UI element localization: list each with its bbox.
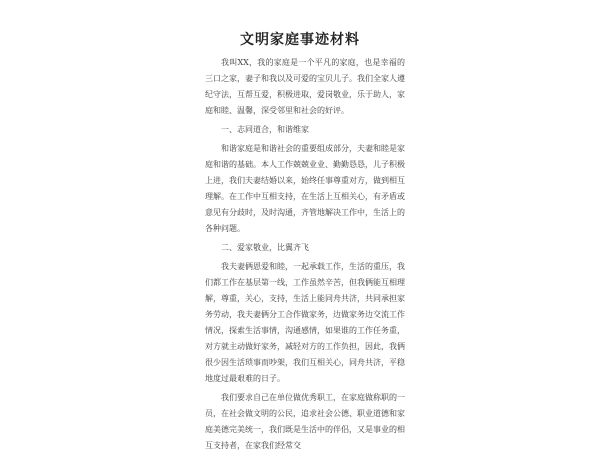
body-paragraph: 我们要求自己在单位做优秀职工，在家庭做称职的一员，在社会做文明的公民，追求社会公德、职业道德和家庭美德完美统一，我们既是生活中的伴侣，又是事业的相互支持者，在家我们经常交 xyxy=(205,393,405,450)
intro-paragraph: 我叫XX，我的家庭是一个平凡的家庭，也是幸福的三口之家，妻子和我以及可爱的宝贝儿子。我们全家人遵纪守法，互帮互爱，积极进取，爱岗敬业，乐于助人，家庭和睦、温馨，深受邻里和社会的好评。 xyxy=(205,58,405,115)
document-title: 文明家庭事迹材料 xyxy=(240,32,360,48)
document-body xyxy=(205,55,405,454)
section-heading-1: 一、志同道合，和谐维家 xyxy=(221,125,309,134)
body-paragraph: 我夫妻俩恩爱和睦，一起承载工作，生活的重压，我们都工作在基层第一线，工作虽然辛苦，但我俩能互相理解，尊重，关心，支持，生活上能同舟共济，共同承担家务劳动，我夫妻俩分工合作做家务，边做家务边交流工作情况，探索生活事情，沟通感情，如果谁的工作任务重，对方就主动做好家务，减轻对方的工作负担，因此，我俩很少因生活琐事而吵架，我们互相关心，同舟共济，平稳地度过最艰难的日子。 xyxy=(205,262,405,383)
body-paragraph: 和谐家庭是和谐社会的重要组成部分，夫妻和睦是家庭和谐的基础。本人工作兢兢业业、勤勤恳恳，儿子积极上进，我们夫妻结婚以来，始终任事尊重对方，做到相互理解。在工作中互相支持，在生活上互相关心，有矛盾或意见有分歧时，及时沟通，齐管地解决工作中，生活上的各种问题。 xyxy=(205,144,405,233)
section-heading-2: 二、爱家敬业，比翼齐飞 xyxy=(221,243,309,252)
